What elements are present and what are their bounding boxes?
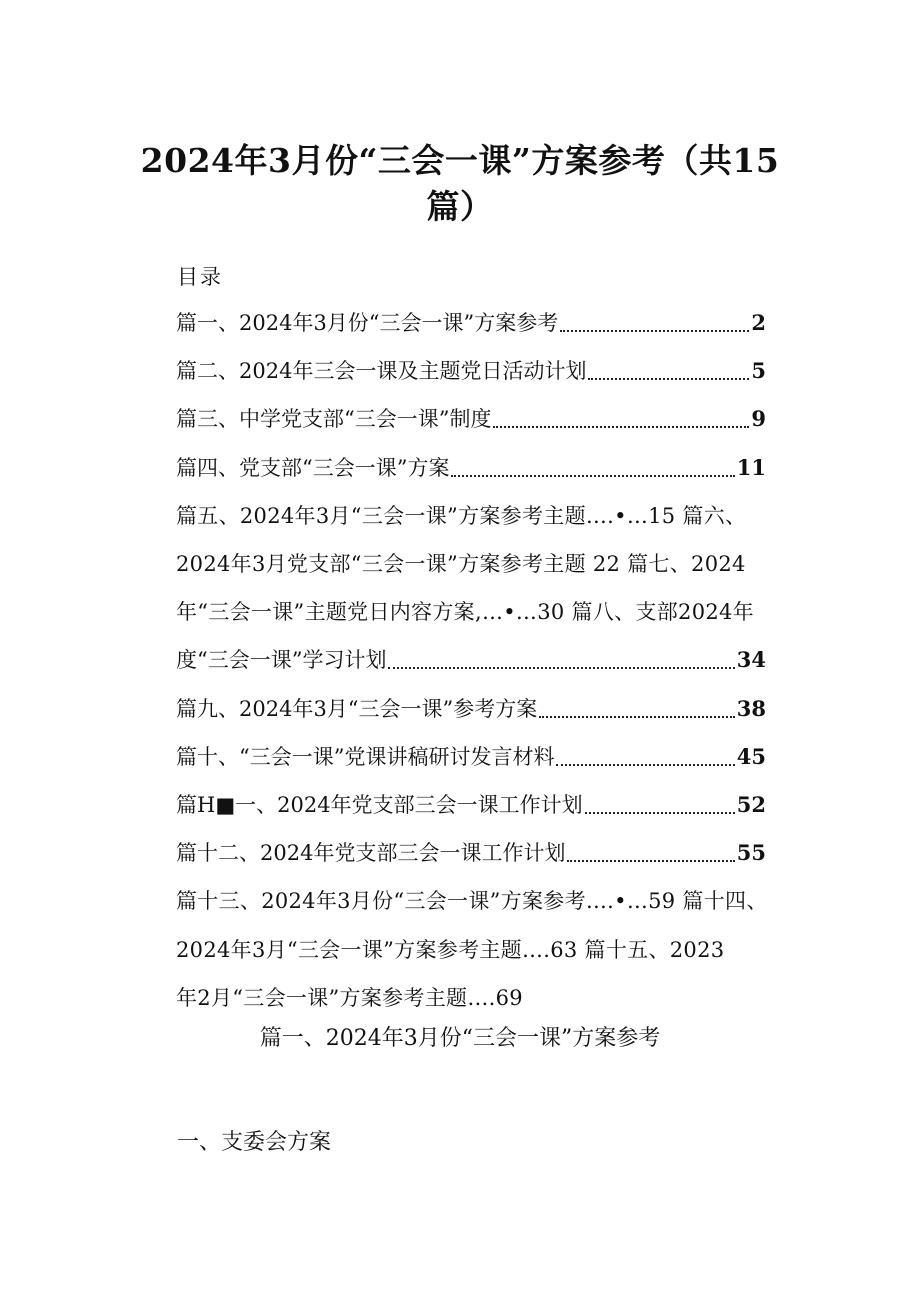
- toc-entry[interactable]: [176, 404, 766, 434]
- toc-entry-page: 52: [736, 792, 766, 817]
- toc-leader: [539, 716, 734, 718]
- toc-entry[interactable]: [176, 790, 766, 820]
- toc-entry-page: 5: [751, 358, 766, 383]
- toc-entry-text: 篇九、2024年3月“三会一课”参考方案: [176, 697, 538, 721]
- toc-entry-page: 34: [736, 647, 766, 672]
- toc-entry[interactable]: [176, 453, 766, 483]
- toc-run-on-line: 2024年3月“三会一课”方案参考主题….63 篇十五、2023: [176, 938, 725, 962]
- toc-entry[interactable]: [176, 742, 766, 772]
- toc-label: 目录: [177, 265, 223, 289]
- toc-entry-page: 11: [736, 455, 766, 480]
- toc-run-on-line: 2024年3月党支部“三会一课”方案参考主题 22 篇七、2024: [176, 552, 746, 576]
- toc-leader: [585, 812, 735, 814]
- toc-entry-text: 篇十二、2024年党支部三会一课工作计划: [176, 841, 566, 865]
- toc-run-on-line: 篇十三、2024年3月份“三会一课”方案参考….•…59 篇十四、: [176, 889, 768, 913]
- section-title: 篇一、2024年3月份“三会一课”方案参考: [259, 1026, 661, 1051]
- document-title: 2024年3月份“三会一课”方案参考（共15篇）: [140, 141, 780, 226]
- toc-entry-text: 篇一、2024年3月份“三会一课”方案参考: [176, 311, 559, 335]
- toc-leader: [567, 860, 734, 862]
- toc-entry-text: 篇十、“三会一课”党课讲稿研讨发言材料: [176, 745, 555, 769]
- toc-run-on-line: 年“三会一课”主题党日内容方案,…•…30 篇八、支部2024年: [176, 600, 754, 624]
- toc-entry[interactable]: [176, 308, 766, 338]
- toc-leader: [493, 426, 749, 428]
- toc-entry[interactable]: [176, 356, 766, 386]
- section-heading: 一、支委会方案: [177, 1130, 332, 1155]
- toc-entry[interactable]: [176, 694, 766, 724]
- toc-leader: [560, 330, 749, 332]
- toc-entry-page: 38: [736, 696, 766, 721]
- toc-entry-page: 2: [751, 310, 766, 335]
- toc-entry-text: 篇四、党支部“三会一课”方案: [176, 456, 450, 480]
- toc-entry-text: 度“三会一课”学习计划: [176, 648, 387, 672]
- toc-run-on-line: 篇五、2024年3月“三会一课”方案参考主题….•…15 篇六、: [176, 504, 747, 528]
- toc-entry[interactable]: [176, 645, 766, 675]
- toc-entry-text: 篇H■一、2024年党支部三会一课工作计划: [176, 793, 583, 817]
- toc-entry-page: 45: [736, 744, 766, 769]
- toc-entry[interactable]: [176, 838, 766, 868]
- toc-leader: [588, 378, 749, 380]
- toc-leader: [388, 667, 734, 669]
- toc-leader: [451, 475, 734, 477]
- toc-leader: [556, 764, 734, 766]
- toc-entry-text: 篇二、2024年三会一课及主题党日活动计划: [176, 359, 587, 383]
- toc-entry-page: 55: [736, 840, 766, 865]
- toc-entry-page: 9: [751, 406, 766, 431]
- toc-run-on-line: 年2月“三会一课”方案参考主题….69: [176, 986, 523, 1010]
- toc-entry-text: 篇三、中学党支部“三会一课”制度: [176, 407, 492, 431]
